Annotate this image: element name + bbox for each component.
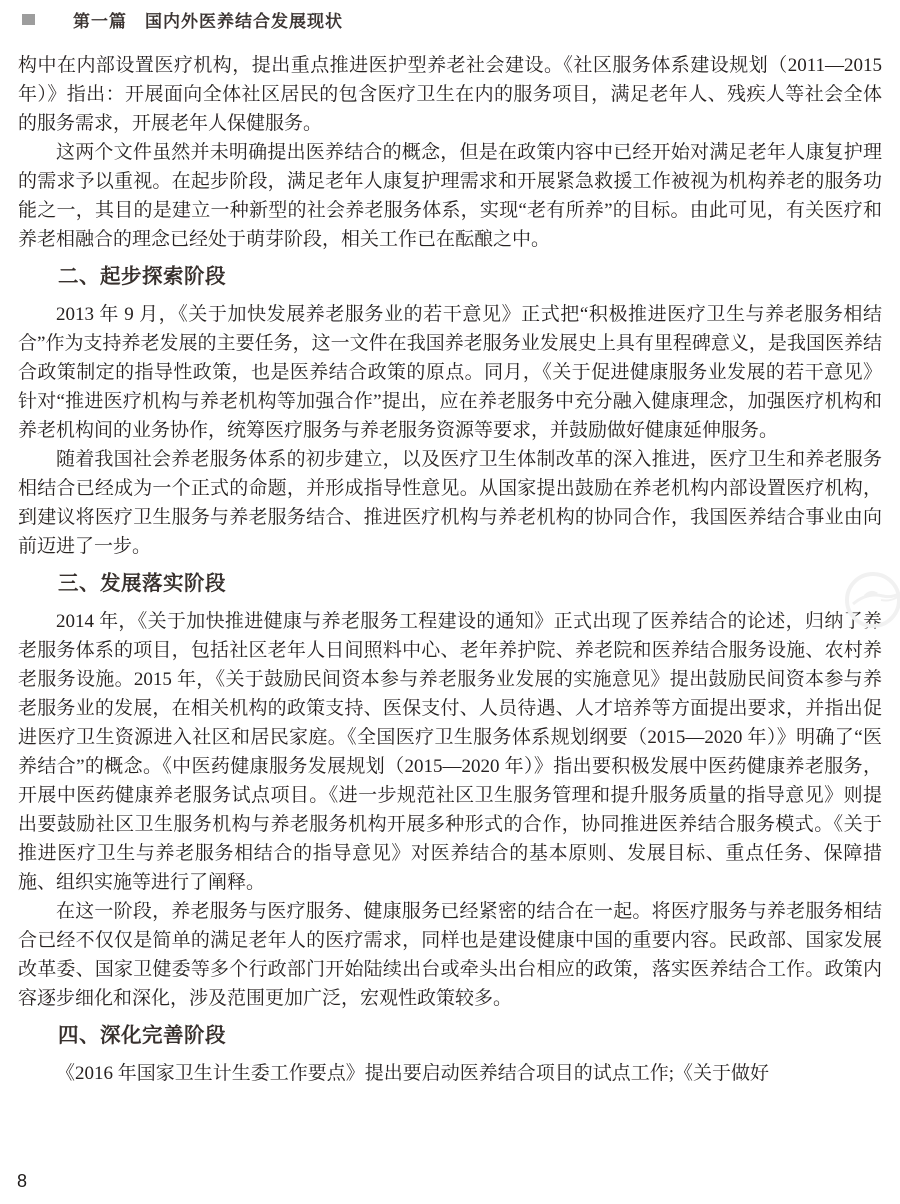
page-number: 8 [17, 1171, 28, 1191]
paragraph: 随着我国社会养老服务体系的初步建立，以及医疗卫生体制改革的深入推进，医疗卫生和养老服务相结合已经成为一个正式的命题，并形成指导性意见。从国家提出鼓励在养老机构内部设置医疗机构，到建议将医疗卫生服务与养老服务结合、推进医疗机构与养老机构的协同合作，我国医养结合事业由向前迈进了一步。 [18, 449, 882, 557]
section-heading-3: 三、发展落实阶段 [58, 572, 226, 595]
page-body [18, 51, 882, 1088]
page-footer [17, 1171, 27, 1192]
part-title: 国内外医养结合发展现状 [145, 12, 343, 31]
paragraph: 2013 年 9 月，《关于加快发展养老服务业的若干意见》正式把“积极推进医疗卫生与养老服务相结合”作为支持养老发展的主要任务，这一文件在我国养老服务业发展史上具有里程碑意义，是我国医养结合政策制定的指导性政策，也是医养结合政策的原点。同月，《关于促进健康服务业发展的若干意见》针对“推进医疗机构与养老机构等加强合作”提出，应在养老服务中充分融入健康理念，加强医疗机构和养老机构间的业务协作，统筹医疗服务与养老服务资源等要求，并鼓励做好健康延伸服务。 [18, 304, 882, 441]
section-heading-2: 二、起步探索阶段 [58, 265, 226, 288]
part-label: 第一篇 [73, 12, 127, 31]
paragraph: 2014 年，《关于加快推进健康与养老服务工程建设的通知》正式出现了医养结合的论述，归纳了养老服务体系的项目，包括社区老年人日间照料中心、老年养护院、养老院和医养结合服务设施、农村养老服务设施。2015 年，《关于鼓励民间资本参与养老服务业发展的实施意见》提出鼓励民间资本参与养老服务业的发展，在相关机构的政策支持、医保支付、人员待遇、人才培养等方面提出要求，并指出促进医疗卫生资源进入社区和居民家庭。《全国医疗卫生服务体系规划纲要（2015—2020 年）》明确了“医养结合”的概念。《中医药健康服务发展规划（2015—2020 年）》指出要积极发展中医药健康养老服务，开展中医药健康养老服务试点项目。《进一步规范社区卫生服务管理和提升服务质量的指导意见》则提出要鼓励社区卫生服务机构与养老服务机构开展多种形式的合作，协同推进医养结合服务模式。《关于推进医疗卫生与养老服务相结合的指导意见》对医养结合的基本原则、发展目标、重点任务、保障措施、组织实施等进行了阐释。 [18, 611, 882, 893]
paragraph: 《2016 年国家卫生计生委工作要点》提出要启动医养结合项目的试点工作;《关于做好 [56, 1063, 770, 1084]
running-head [22, 7, 878, 32]
section-heading-4: 四、深化完善阶段 [58, 1024, 226, 1047]
paragraph-continued-from-previous-page: 构中在内部设置医疗机构，提出重点推进医护型养老社会建设。《社区服务体系建设规划（2011—2015 年）》指出：开展面向全体社区居民的包含医疗卫生在内的服务项目，满足老年人、残疾人等社会全体的服务需求，开展老年人保健服务。 [18, 55, 882, 134]
paragraph: 这两个文件虽然并未明确提出医养结合的概念，但是在政策内容中已经开始对满足老年人康复护理的需求予以重视。在起步阶段，满足老年人康复护理需求和开展紧急救援工作被视为机构养老的服务功能之一，其目的是建立一种新型的社会养老服务体系，实现“老有所养”的目标。由此可见，有关医疗和养老相融合的理念已经处于萌芽阶段，相关工作已在酝酿之中。 [18, 142, 882, 250]
square-marker-icon [22, 14, 35, 25]
paragraph: 在这一阶段，养老服务与医疗服务、健康服务已经紧密的结合在一起。将医疗服务与养老服务相结合已经不仅仅是简单的满足老年人的医疗需求，同样也是建设健康中国的重要内容。民政部、国家发展改革委、国家卫健委等多个行政部门开始陆续出台或牵头出台相应的政策，落实医养结合工作。政策内容逐步细化和深化，涉及范围更加广泛，宏观性政策较多。 [18, 901, 882, 1009]
